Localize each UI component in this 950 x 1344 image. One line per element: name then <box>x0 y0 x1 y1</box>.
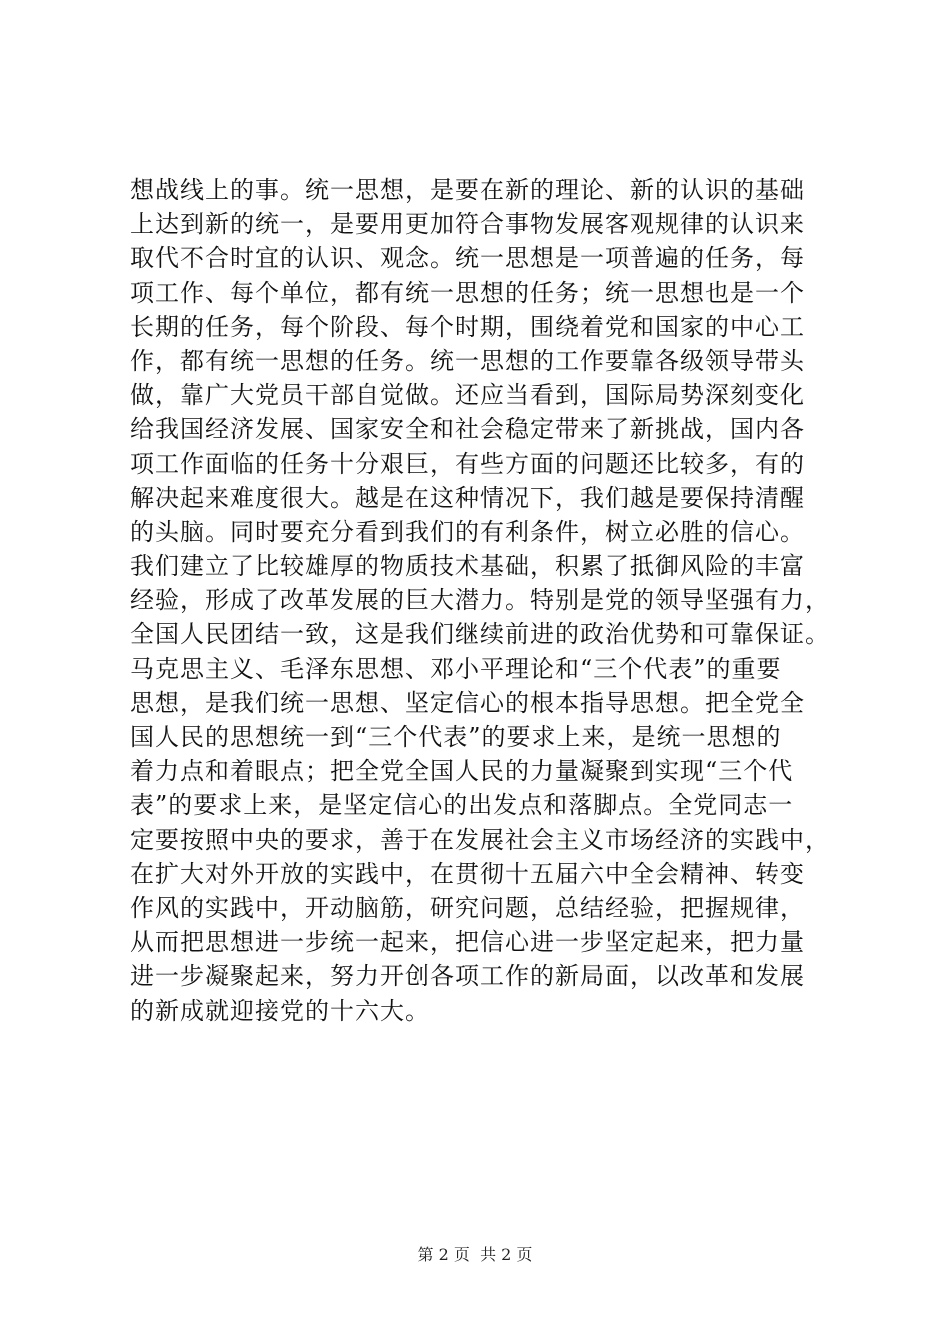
text-line: 思想，是我们统一思想、坚定信心的根本指导思想。把全党全 <box>130 688 805 717</box>
page-number-footer: 第 2 页 共 2 页 <box>417 1245 533 1264</box>
text-line: 经验，形成了改革发展的巨大潜力。特别是党的领导坚强有力， <box>130 586 830 615</box>
text-line: 做，靠广大党员干部自觉做。还应当看到，国际局势深刻变化 <box>130 381 805 410</box>
text-line: 给我国经济发展、国家安全和社会稳定带来了新挑战，国内各 <box>130 415 805 444</box>
text-line: 项工作、每个单位，都有统一思想的任务；统一思想也是一个 <box>130 278 805 307</box>
text-line: 作风的实践中，开动脑筋，研究问题，总结经验，把握规律， <box>130 893 805 922</box>
text-line: 进一步凝聚起来，努力开创各项工作的新局面，以改革和发展 <box>130 962 805 991</box>
text-line: 在扩大对外开放的实践中，在贯彻十五届六中全会精神、转变 <box>130 859 805 888</box>
text-line: 马克思主义、毛泽东思想、邓小平理论和“三个代表”的重要 <box>130 654 782 683</box>
text-line: 上达到新的统一，是要用更加符合事物发展客观规律的认识来 <box>130 210 805 239</box>
text-line: 我们建立了比较雄厚的物质技术基础，积累了抵御风险的丰富 <box>130 552 805 581</box>
text-line: 解决起来难度很大。越是在这种情况下，我们越是要保持清醒 <box>130 483 805 512</box>
text-line: 定要按照中央的要求，善于在发展社会主义市场经济的实践中， <box>130 825 830 854</box>
text-line: 长期的任务，每个阶段、每个时期，围绕着党和国家的中心工 <box>130 312 805 341</box>
text-line: 表”的要求上来，是坚定信心的出发点和落脚点。全党同志一 <box>130 791 794 820</box>
text-line: 全国人民团结一致，这是我们继续前进的政治优势和可靠保证。 <box>130 620 830 649</box>
text-line: 的头脑。同时要充分看到我们的有利条件，树立必胜的信心。 <box>130 517 805 546</box>
body-text <box>130 173 830 1028</box>
text-line: 取代不合时宜的认识、观念。统一思想是一项普遍的任务，每 <box>130 244 805 273</box>
text-line: 想战线上的事。统一思想，是要在新的理论、新的认识的基础 <box>130 176 805 204</box>
text-line: 项工作面临的任务十分艰巨，有些方面的问题还比较多，有的 <box>130 449 805 478</box>
text-line: 着力点和着眼点；把全党全国人民的力量凝聚到实现“三个代 <box>130 757 794 786</box>
text-line: 的新成就迎接党的十六大。 <box>130 996 430 1025</box>
text-line: 作，都有统一思想的任务。统一思想的工作要靠各级领导带头 <box>130 346 805 375</box>
text-line: 国人民的思想统一到“三个代表”的要求上来，是统一思想的 <box>130 723 782 751</box>
text-line: 从而把思想进一步统一起来，把信心进一步坚定起来，把力量 <box>130 928 805 957</box>
